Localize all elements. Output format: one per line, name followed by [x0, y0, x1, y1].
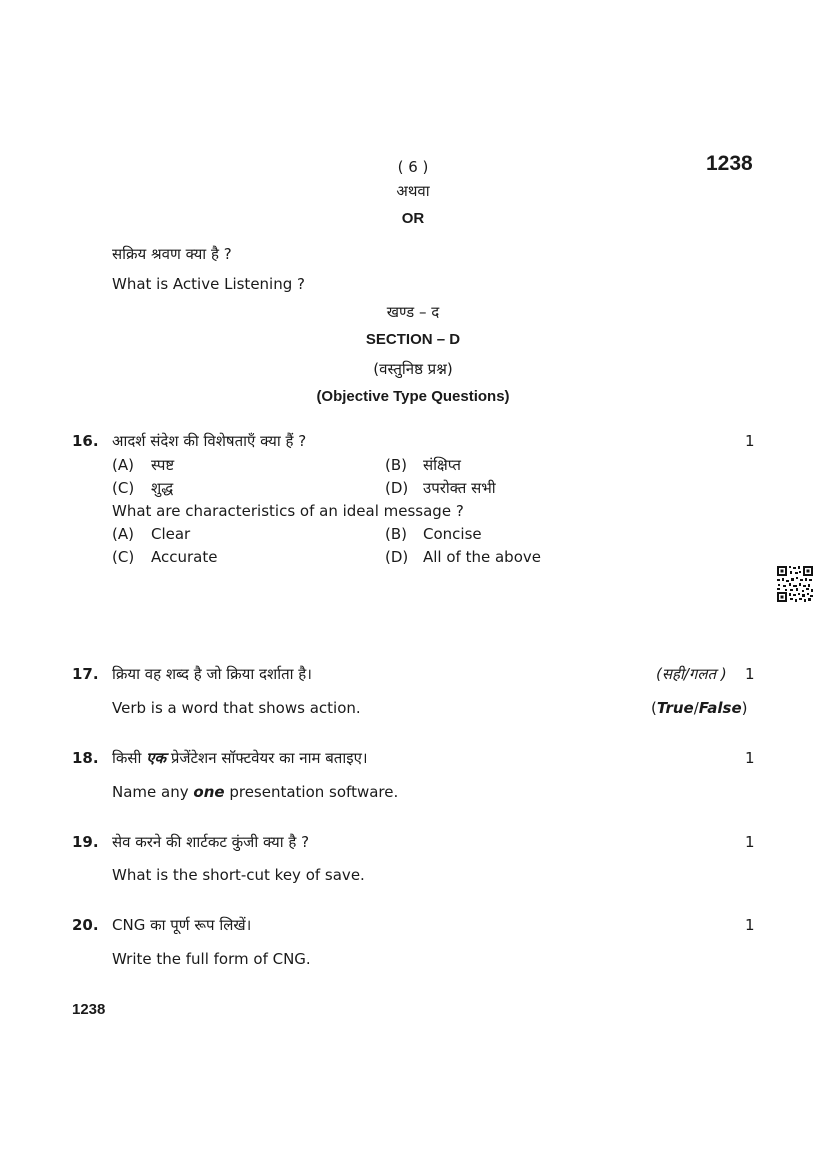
- option-text: स्पष्ट: [151, 456, 175, 474]
- or-label: OR: [401, 210, 425, 227]
- marks: 1: [745, 916, 755, 934]
- option-label: (B): [385, 525, 407, 543]
- khand-label: खण्ड – द: [386, 303, 440, 321]
- section-title: SECTION – D: [365, 331, 461, 348]
- qr-code-icon: [776, 565, 814, 603]
- page-number: ( 6 ): [397, 158, 429, 176]
- marks: 1: [745, 833, 755, 851]
- option-label: (A): [112, 456, 134, 474]
- question-text-english: Verb is a word that shows action.: [112, 699, 361, 717]
- option-text: शुद्ध: [151, 479, 174, 497]
- true-false-english: (True/False): [651, 699, 748, 717]
- question-number: 19.: [72, 833, 99, 851]
- option-text: Accurate: [151, 548, 218, 566]
- question-text-hindi: किसी एक प्रेजेंटेशन सॉफ्टवेयर का नाम बताइए।: [112, 749, 368, 767]
- active-listening-question-english: What is Active Listening ?: [112, 275, 305, 293]
- question-number: 17.: [72, 665, 99, 683]
- question-text-hindi: क्रिया वह शब्द है जो क्रिया दर्शाता है।: [112, 665, 312, 683]
- section-subtitle-english: (Objective Type Questions): [316, 388, 510, 405]
- marks: 1: [745, 749, 755, 767]
- question-text-english: What are characteristics of an ideal message ?: [112, 502, 464, 520]
- question-number: 20.: [72, 916, 99, 934]
- option-text: संक्षिप्त: [423, 456, 461, 474]
- option-label: (B): [385, 456, 407, 474]
- active-listening-question-hindi: सक्रिय श्रवण क्या है ?: [112, 245, 232, 263]
- footer-paper-code: 1238: [72, 1001, 106, 1018]
- paper-code: 1238: [706, 152, 753, 175]
- question-text-hindi: CNG का पूर्ण रूप लिखें।: [112, 916, 252, 934]
- marks: 1: [745, 432, 755, 450]
- option-label: (A): [112, 525, 134, 543]
- question-text-english: Write the full form of CNG.: [112, 950, 311, 968]
- true-false-hindi: (सही/गलत ): [656, 665, 727, 683]
- section-subtitle-hindi: (वस्तुनिष्ठ प्रश्न): [373, 360, 453, 378]
- option-text: All of the above: [423, 548, 541, 566]
- marks: 1: [745, 665, 755, 683]
- question-text-hindi: सेव करने की शार्टकट कुंजी क्या है ?: [112, 833, 310, 851]
- question-text-english: Name any one presentation software.: [112, 783, 399, 801]
- athva-label: अथवा: [396, 182, 430, 200]
- option-label: (C): [112, 479, 135, 497]
- option-label: (C): [112, 548, 135, 566]
- option-text: Concise: [423, 525, 482, 543]
- question-text-hindi: आदर्श संदेश की विशेषताएँ क्या हैं ?: [112, 432, 307, 450]
- question-text-english: What is the short-cut key of save.: [112, 866, 365, 884]
- option-label: (D): [385, 548, 409, 566]
- question-number: 18.: [72, 749, 99, 767]
- question-number: 16.: [72, 432, 99, 450]
- option-text: उपरोक्त सभी: [423, 479, 496, 497]
- option-label: (D): [385, 479, 409, 497]
- option-text: Clear: [151, 525, 191, 543]
